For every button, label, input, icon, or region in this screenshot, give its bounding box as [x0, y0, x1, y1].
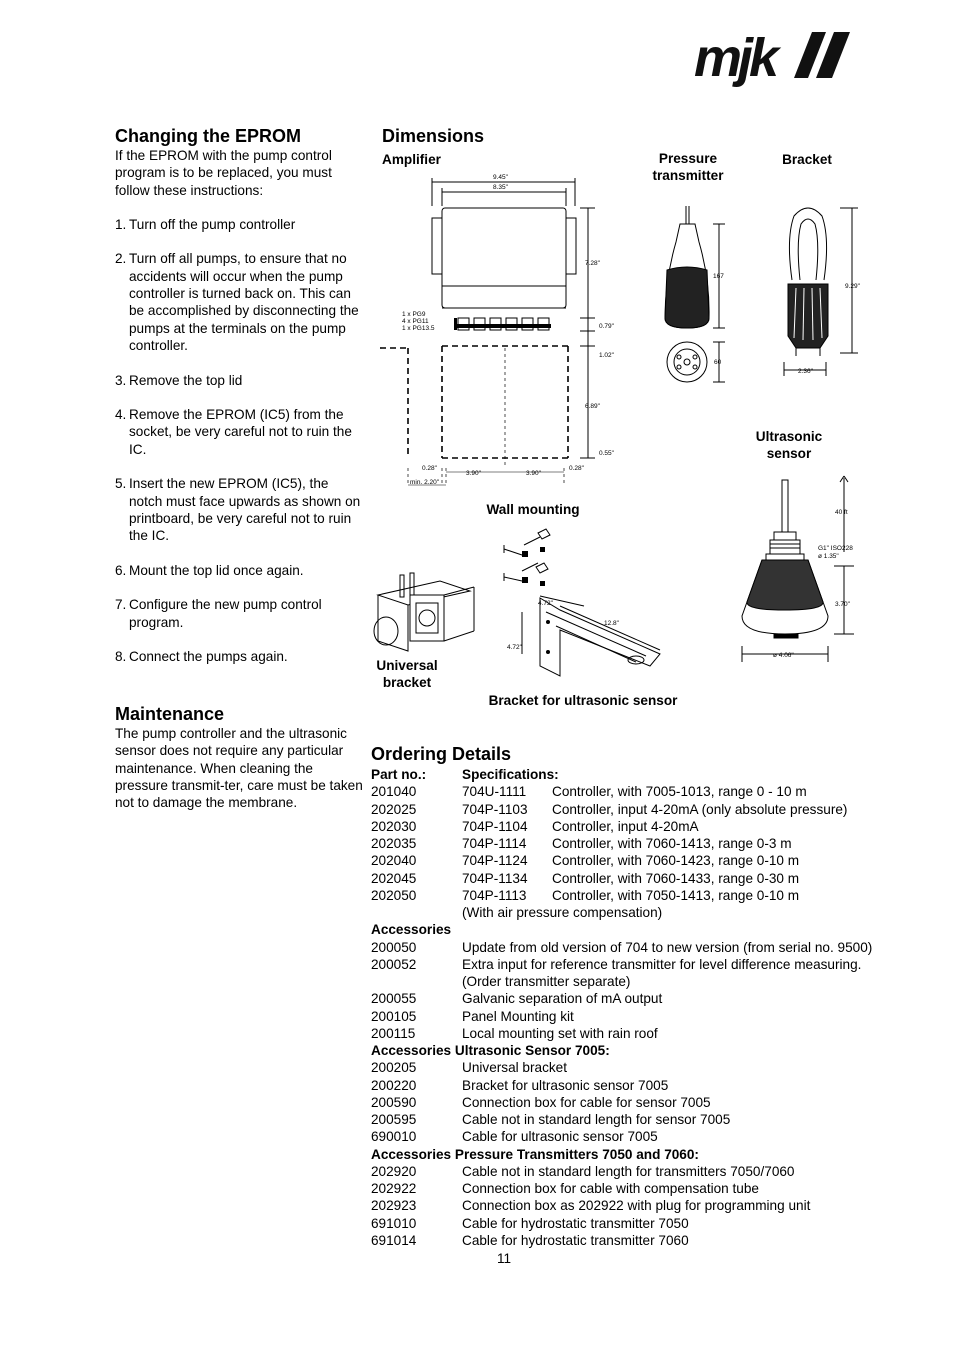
- table-row: 201040 704U-1111 Controller, with 7005-1013, range 0 - 10 m: [371, 784, 807, 800]
- page-number: 11: [497, 1251, 512, 1266]
- dim-128: 12.8": [604, 620, 619, 627]
- table-row: 691014 Cable for hydrostatic transmitter 7060: [371, 1232, 689, 1248]
- dim-60: 60: [714, 359, 722, 366]
- maintenance-title: Maintenance: [115, 704, 225, 724]
- wall-mounting-drawing: [500, 525, 560, 593]
- table-row: 691010 Cable for hydrostatic transmitter 7050: [371, 1215, 689, 1231]
- dim-945: 9.45": [493, 174, 508, 181]
- dim-028-left: 0.28": [422, 465, 437, 472]
- table-row: 202025 704P-1103 Controller, input 4-20mA (only absolute pressure): [371, 801, 848, 817]
- table-row: 200105 Panel Mounting kit: [371, 1008, 574, 1024]
- thread-label: G1" ISO228: [818, 545, 853, 552]
- ordering-title: Ordering Details: [371, 744, 512, 764]
- dim-236: 2.36": [798, 368, 813, 375]
- step-8: 8. Connect the pumps again.: [115, 649, 288, 665]
- table-row: 202035 704P-1114 Controller, with 7060-1413, range 0-3 m: [371, 836, 792, 851]
- accessories-heading: Accessories: [371, 922, 452, 938]
- ultrasonic-bracket-drawing: [500, 592, 670, 692]
- dim-40ft: 40 ft: [835, 509, 848, 516]
- gland-pg135: 1 x PG13.5: [402, 325, 435, 332]
- ultrasonic-accessories-heading: Accessories Ultrasonic Sensor 7005:: [371, 1043, 610, 1058]
- dim-406: ø 4.06": [773, 652, 794, 659]
- dim-728: 7.28": [585, 260, 600, 267]
- table-row: 200220 Bracket for ultrasonic sensor 7005: [371, 1077, 669, 1093]
- dim-390-left: 3.90": [466, 470, 481, 477]
- mjk-logo: [694, 28, 864, 90]
- amplifier-label: Amplifier: [382, 152, 441, 167]
- dim-055: 0.55": [599, 450, 614, 457]
- step-4: 4. Remove the EPROM (IC5) from the socket, be very careful not to ruin the IC.: [115, 407, 352, 457]
- table-row: 200050 Update from old version of 704 to new version (from serial no. 9500): [371, 939, 873, 955]
- dim-079: 0.79": [599, 323, 614, 330]
- gland-pg9: 1 x PG9: [402, 311, 426, 318]
- eprom-steps: [115, 216, 363, 666]
- dim-835: 8.35": [493, 184, 508, 191]
- dim-370: 3.70": [835, 601, 850, 608]
- table-row: 202030 704P-1104 Controller, input 4-20mA: [371, 818, 699, 834]
- wall-mounting-label: Wall mounting: [486, 502, 580, 517]
- dim-390-right: 3.90": [526, 470, 541, 477]
- step-2: 2. Turn off all pumps, to ensure that no accidents will occur when the pump controller is turned back on. This can be accomplished by disconnecting the pumps at the terminals on the pump controller.: [115, 251, 359, 353]
- step-6: 6. Mount the top lid once again.: [115, 562, 304, 578]
- ultrasonic-sensor-label: Ultrasonic sensor: [755, 429, 823, 461]
- amplifier-drawing: [380, 168, 630, 493]
- table-row: 202923 Connection box as 202922 with plug for programming unit: [371, 1198, 811, 1214]
- table-row: 200115 Local mounting set with rain roof: [371, 1025, 658, 1041]
- dim-102: 1.02": [599, 352, 614, 359]
- eprom-intro: If the EPROM with the pump control program is to be replaced, you must follow these instructions:: [115, 148, 332, 198]
- table-row: 200205 Universal bracket: [371, 1060, 568, 1076]
- eprom-title: Changing the EPROM: [115, 126, 301, 146]
- table-row: 202050 704P-1113 Controller, with 7050-1413, range 0-10 m: [371, 887, 800, 903]
- universal-bracket-label: Universal bracket: [376, 658, 438, 690]
- step-1: 1. Turn off the pump controller: [115, 216, 296, 232]
- ultrasonic-sensor-drawing: [738, 470, 864, 666]
- thread-dia: ø 1.35": [818, 553, 839, 560]
- table-row: 200590 Connection box for cable for sensor 7005: [371, 1094, 711, 1110]
- table-row: 200595 Cable not in standard length for sensor 7005: [371, 1112, 731, 1127]
- table-row: (With air pressure compensation): [462, 905, 663, 920]
- gland-pg11: 4 x PG11: [402, 318, 429, 325]
- table-row: 202040 704P-1124 Controller, with 7060-1423, range 0-10 m: [371, 853, 800, 869]
- logo-text: mjk: [694, 28, 776, 88]
- table-row: 202920 Cable not in standard length for transmitters 7050/7060: [371, 1163, 795, 1179]
- maintenance-section: [115, 703, 363, 811]
- bracket-label: Bracket: [782, 152, 832, 167]
- table-row: 202922 Connection box for cable with compensation tube: [371, 1181, 759, 1196]
- dim-472-side: 4.72": [507, 644, 522, 651]
- bracket-drawing: [780, 198, 866, 380]
- table-row: 200052 Extra input for reference transmitter for level difference measuring.: [371, 956, 862, 972]
- sensor-bracket-label: Bracket for ultrasonic sensor: [488, 693, 678, 708]
- dim-472-top: 4.72": [538, 600, 553, 607]
- pressure-transmitter-label: Pressure transmitter: [652, 151, 724, 183]
- dim-167: 167: [713, 273, 724, 280]
- table-row: 690010 Cable for ultrasonic sensor 7005: [371, 1129, 658, 1145]
- pressure-accessories-heading: Accessories Pressure Transmitters 7050 and 7060:: [371, 1146, 699, 1162]
- dim-028-right: 0.28": [569, 465, 584, 472]
- step-3: 3. Remove the top lid: [115, 372, 243, 388]
- dimensions-title: Dimensions: [382, 126, 485, 146]
- eprom-section: [115, 125, 363, 683]
- dim-689: 6.89": [585, 403, 600, 410]
- dim-min: min. 2.20": [410, 479, 440, 486]
- maintenance-text: The pump controller and the ultrasonic sensor does not require any particular maintenance. When cleaning the pressure transmit-ter, care must be taken not to damage the membrane.: [115, 726, 363, 811]
- table-row: 202045 704P-1134 Controller, with 7060-1433, range 0-30 m: [371, 870, 800, 886]
- ordering-header: Part no.: Specifications:: [371, 767, 559, 782]
- universal-bracket-drawing: [370, 565, 480, 657]
- table-row: 200055 Galvanic separation of mA output: [371, 991, 663, 1007]
- step-7: 7. Configure the new pump control program.: [115, 597, 322, 630]
- table-row: (Order transmitter separate): [462, 974, 631, 989]
- dim-929: 9.29": [845, 283, 860, 290]
- step-5: 5. Insert the new EPROM (IC5), the notch must face upwards as shown on printboard, be very careful not to ruin the IC.: [115, 476, 361, 544]
- pressure-transmitter-drawing: [655, 200, 730, 390]
- ordering-table: [371, 766, 931, 1249]
